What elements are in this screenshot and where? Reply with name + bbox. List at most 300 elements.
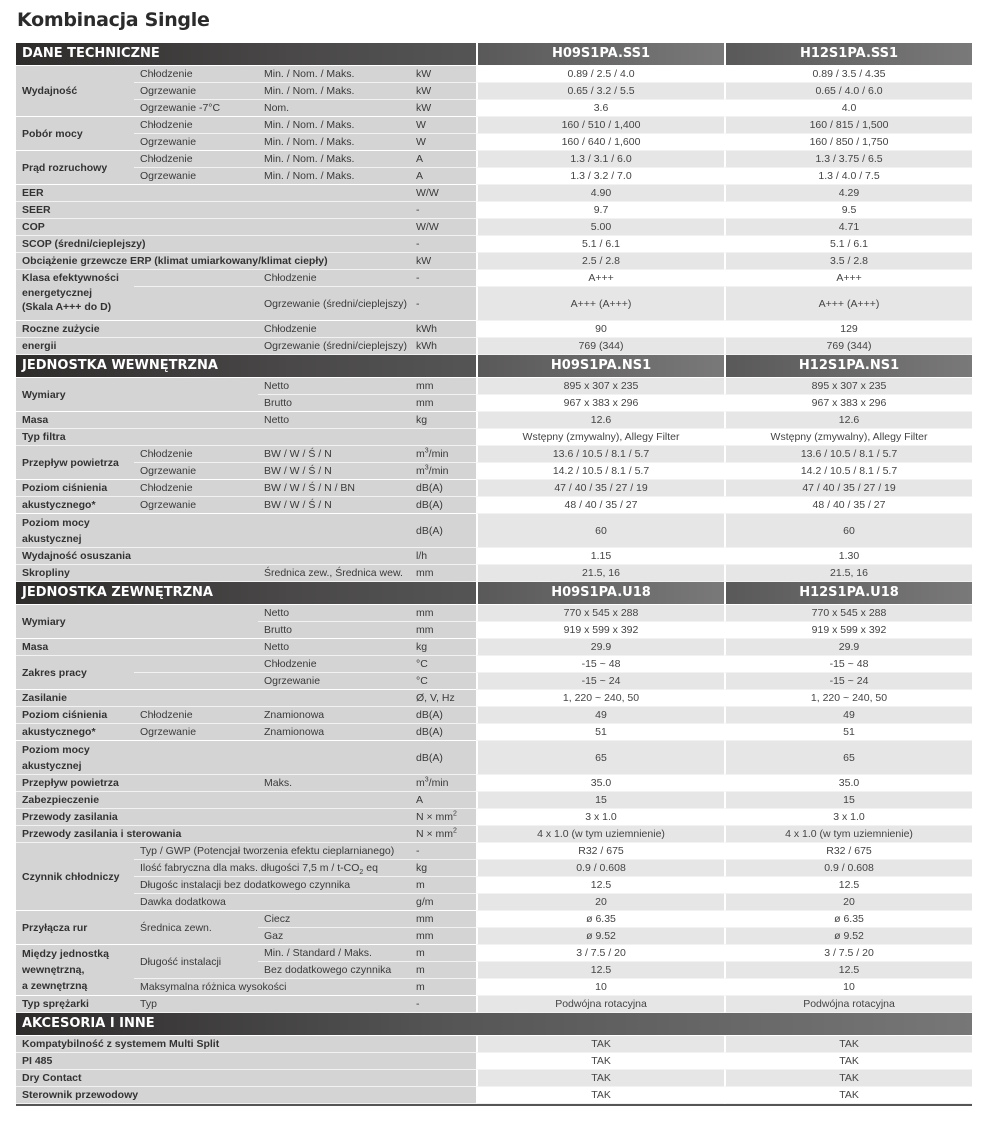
table-row [16, 673, 972, 690]
unit-part: 2 [453, 827, 457, 835]
unit: m [412, 979, 476, 996]
label-part: 2 [359, 869, 364, 877]
condition-label: Gaz [258, 928, 412, 945]
unit: °C [412, 656, 476, 673]
empty-cell [134, 270, 258, 287]
unit-part: N × mm [416, 811, 454, 823]
model-header: H09S1PA.NS1 [476, 355, 724, 378]
value-cell: 919 x 599 x 392 [724, 622, 972, 639]
model-header: H12S1PA.U18 [724, 582, 972, 605]
value-cell: 3 / 7.5 / 20 [724, 945, 972, 962]
empty-cell [134, 321, 258, 338]
value-cell: 0.9 / 0.608 [724, 860, 972, 877]
value-cell: 4.71 [724, 219, 972, 236]
value-cell: 20 [724, 894, 972, 911]
table-row [16, 1070, 972, 1087]
sub-label: Ogrzewanie [134, 168, 258, 185]
row-label: Zabezpieczenie [16, 792, 412, 809]
table-row [16, 497, 972, 514]
value-cell: 48 / 40 / 35 / 27 [476, 497, 724, 514]
value-cell: 769 (344) [476, 338, 724, 355]
condition-label: BW / W / Ś / N / BN [258, 480, 412, 497]
value-cell: 9.7 [476, 202, 724, 219]
condition-label: Długośc instalacji bez dodatkowego czynnika [134, 877, 412, 894]
unit-part: 3 [424, 447, 429, 455]
unit-part: 2 [453, 810, 457, 818]
value-cell: TAK [724, 1053, 972, 1070]
model-header: H12S1PA.NS1 [724, 355, 972, 378]
unit: °C [412, 673, 476, 690]
condition-label: Brutto [258, 395, 412, 412]
row-label: energii [16, 338, 134, 355]
value-cell: 21.5, 16 [476, 565, 724, 582]
row-label [16, 945, 134, 996]
unit: - [412, 270, 476, 287]
condition-label: Znamionowa [258, 707, 412, 724]
value-cell: 12.5 [476, 877, 724, 894]
unit: - [412, 202, 476, 219]
unit: kg [412, 639, 476, 656]
value-cell: 90 [476, 321, 724, 338]
table-row [16, 809, 972, 826]
unit: A [412, 168, 476, 185]
condition-label: Bez dodatkowego czynnika [258, 962, 412, 979]
bottom-rule [16, 1104, 972, 1106]
unit: mm [412, 565, 476, 582]
condition-label: Netto [258, 378, 412, 395]
value-cell: 4.29 [724, 185, 972, 202]
model-header: H09S1PA.SS1 [476, 43, 724, 66]
table-row [16, 979, 972, 996]
unit: kW [412, 83, 476, 100]
condition-label: Min. / Nom. / Maks. [258, 117, 412, 134]
value-cell: 0.89 / 3.5 / 4.35 [724, 66, 972, 83]
table-row [16, 429, 972, 446]
sub-label: Ogrzewanie [134, 83, 258, 100]
value-cell: 14.2 / 10.5 / 8.1 / 5.7 [724, 463, 972, 480]
condition-label: Ogrzewanie [258, 673, 412, 690]
label-part: eq [363, 862, 378, 874]
unit: m [412, 945, 476, 962]
unit-part: 3 [424, 464, 429, 472]
value-cell: ø 9.52 [724, 928, 972, 945]
condition-label: BW / W / Ś / N [258, 463, 412, 480]
condition-label: Min. / Nom. / Maks. [258, 83, 412, 100]
condition-label: Ogrzewanie (średni/cieplejszy) [258, 338, 412, 355]
sub-label: Ogrzewanie -7°C [134, 100, 258, 117]
unit: kW [412, 100, 476, 117]
row-label: Typ sprężarki [16, 996, 134, 1013]
row-label: akustycznego* [16, 724, 134, 741]
empty-cell [134, 338, 258, 355]
sub-label: Średnica zewn. [134, 911, 258, 945]
value-cell: 12.5 [724, 877, 972, 894]
unit: - [412, 843, 476, 860]
table-row [16, 446, 972, 463]
value-cell: 13.6 / 10.5 / 8.1 / 5.7 [724, 446, 972, 463]
row-label: Wymiary [16, 605, 258, 639]
table-row [16, 253, 972, 270]
table-row [16, 463, 972, 480]
value-cell: 60 [724, 514, 972, 548]
value-cell: -15 ~ 24 [476, 673, 724, 690]
condition-label: Min. / Nom. / Maks. [258, 151, 412, 168]
condition-label: Netto [258, 412, 412, 429]
value-cell: 12.5 [724, 962, 972, 979]
model-header: H12S1PA.SS1 [724, 43, 972, 66]
value-cell: 47 / 40 / 35 / 27 / 19 [476, 480, 724, 497]
value-cell: 4 x 1.0 (w tym uziemnienie) [476, 826, 724, 843]
value-cell: 160 / 850 / 1,750 [724, 134, 972, 151]
value-cell: 49 [724, 707, 972, 724]
table-row [16, 83, 972, 100]
table-row [16, 100, 972, 117]
value-cell: 1.15 [476, 548, 724, 565]
condition-label: Chłodzenie [258, 656, 412, 673]
row-label-line: akustycznej [22, 759, 82, 772]
value-cell: Podwójna rotacyjna [476, 996, 724, 1013]
section-header-wew [16, 355, 972, 378]
row-label: Czynnik chłodniczy [16, 843, 134, 911]
row-label-line: energetycznej [22, 286, 93, 299]
row-label-line: a zewnętrzną [22, 980, 88, 992]
table-row [16, 911, 972, 928]
condition-label: Maksymalna różnica wysokości [134, 979, 412, 996]
unit: dB(A) [412, 514, 476, 548]
unit: - [412, 236, 476, 253]
table-row [16, 945, 972, 962]
condition-label: Netto [258, 639, 412, 656]
row-label-line: wewnętrzną, [22, 964, 85, 976]
table-row [16, 877, 972, 894]
table-row [16, 1036, 972, 1053]
value-cell: 47 / 40 / 35 / 27 / 19 [724, 480, 972, 497]
page-title: Kombinacja Single [17, 9, 210, 31]
unit: mm [412, 928, 476, 945]
condition-label: Chłodzenie [258, 321, 412, 338]
value-cell: Podwójna rotacyjna [724, 996, 972, 1013]
row-label: Przyłącza rur [16, 911, 134, 945]
condition-label: Min. / Nom. / Maks. [258, 66, 412, 83]
sub-label: Ogrzewanie [134, 724, 258, 741]
table-row [16, 548, 972, 565]
condition-label: Znamionowa [258, 724, 412, 741]
unit: kWh [412, 321, 476, 338]
table-row [16, 826, 972, 843]
value-cell: TAK [724, 1070, 972, 1087]
unit: dB(A) [412, 480, 476, 497]
value-cell: ø 6.35 [476, 911, 724, 928]
condition-label: Min. / Nom. / Maks. [258, 134, 412, 151]
value-cell: 0.9 / 0.608 [476, 860, 724, 877]
unit: W [412, 117, 476, 134]
value-cell: 160 / 640 / 1,600 [476, 134, 724, 151]
value-cell: TAK [476, 1070, 724, 1087]
value-cell: 4 x 1.0 (w tym uziemnienie) [724, 826, 972, 843]
row-label: Masa [16, 639, 258, 656]
row-label: Skropliny [16, 565, 258, 582]
section-header-dane [16, 43, 972, 66]
value-cell: 0.65 / 4.0 / 6.0 [724, 83, 972, 100]
section-header-zew [16, 582, 972, 605]
value-cell: 770 x 545 x 288 [476, 605, 724, 622]
value-cell: ø 6.35 [724, 911, 972, 928]
row-label: SEER [16, 202, 412, 219]
value-cell: 895 x 307 x 235 [724, 378, 972, 395]
value-cell: 1, 220 ~ 240, 50 [476, 690, 724, 707]
value-cell: 1.30 [724, 548, 972, 565]
value-cell: TAK [476, 1053, 724, 1070]
value-cell: 35.0 [476, 775, 724, 792]
value-cell: 4.90 [476, 185, 724, 202]
table-row [16, 690, 972, 707]
value-cell: A+++ [724, 270, 972, 287]
unit [412, 446, 476, 463]
value-cell: 12.6 [476, 412, 724, 429]
table-row [16, 270, 972, 287]
unit: kW [412, 253, 476, 270]
row-label-line: (Skala A+++ do D) [22, 301, 112, 313]
condition-label: Ciecz [258, 911, 412, 928]
model-header: H09S1PA.U18 [476, 582, 724, 605]
value-cell: -15 ~ 24 [724, 673, 972, 690]
value-cell: 895 x 307 x 235 [476, 378, 724, 395]
unit: dB(A) [412, 707, 476, 724]
condition-label: Typ [134, 996, 412, 1013]
value-cell: 967 x 383 x 296 [724, 395, 972, 412]
empty-cell [134, 287, 258, 321]
table-row [16, 724, 972, 741]
value-cell: 129 [724, 321, 972, 338]
unit-part: m [416, 465, 425, 477]
table-row [16, 1053, 972, 1070]
row-label: Pobór mocy [16, 117, 134, 151]
table-row [16, 1087, 972, 1104]
value-cell: 35.0 [724, 775, 972, 792]
unit [412, 775, 476, 792]
row-label [16, 514, 412, 548]
unit: - [412, 996, 476, 1013]
value-cell: 14.2 / 10.5 / 8.1 / 5.7 [476, 463, 724, 480]
sub-label: Chłodzenie [134, 707, 258, 724]
row-label-line: Klasa efektywności [22, 272, 119, 284]
table-row [16, 185, 972, 202]
row-label-line: Poziom mocy [22, 516, 90, 529]
row-label [16, 741, 412, 775]
label-part: Ilość fabryczna dla maks. długości 7,5 m / t-CO [140, 862, 360, 874]
value-cell: 15 [724, 792, 972, 809]
value-cell: 65 [724, 741, 972, 775]
unit: kg [412, 860, 476, 877]
value-cell: 1.3 / 3.1 / 6.0 [476, 151, 724, 168]
sub-label: Chłodzenie [134, 480, 258, 497]
value-cell: 51 [724, 724, 972, 741]
table-row [16, 134, 972, 151]
table-row [16, 996, 972, 1013]
unit: A [412, 792, 476, 809]
empty-cell [134, 656, 258, 673]
unit: l/h [412, 548, 476, 565]
row-label: SCOP (średni/cieplejszy) [16, 236, 412, 253]
condition-label: BW / W / Ś / N [258, 446, 412, 463]
value-cell: TAK [476, 1036, 724, 1053]
table-row [16, 480, 972, 497]
table-row [16, 219, 972, 236]
value-cell: Wstępny (zmywalny), Allegy Filter [476, 429, 724, 446]
condition-label: Maks. [258, 775, 412, 792]
row-label-line: Poziom mocy [22, 743, 90, 756]
table-row [16, 894, 972, 911]
value-cell: 51 [476, 724, 724, 741]
value-cell: 5.1 / 6.1 [476, 236, 724, 253]
value-cell: 10 [476, 979, 724, 996]
row-label: PI 485 [16, 1053, 476, 1070]
row-label: Masa [16, 412, 258, 429]
row-label-line: akustycznej [22, 532, 82, 545]
spec-table [16, 43, 972, 1104]
unit-part: m [416, 777, 425, 789]
condition-label: Netto [258, 605, 412, 622]
unit-part: 3 [424, 776, 429, 784]
unit: - [412, 287, 476, 321]
table-row [16, 117, 972, 134]
condition-label: BW / W / Ś / N [258, 497, 412, 514]
value-cell: 769 (344) [724, 338, 972, 355]
value-cell: 160 / 510 / 1,400 [476, 117, 724, 134]
value-cell: 21.5, 16 [724, 565, 972, 582]
unit: mm [412, 622, 476, 639]
value-cell: TAK [724, 1036, 972, 1053]
unit: Ø, V, Hz [412, 690, 476, 707]
value-cell: -15 ~ 48 [476, 656, 724, 673]
section-title: JEDNOSTKA ZEWNĘTRZNA [16, 582, 476, 605]
value-cell: 919 x 599 x 392 [476, 622, 724, 639]
row-label: Wydajność [16, 66, 134, 117]
value-cell: 3 / 7.5 / 20 [476, 945, 724, 962]
value-cell: 48 / 40 / 35 / 27 [724, 497, 972, 514]
value-cell: TAK [476, 1087, 724, 1104]
unit-part: m [416, 448, 425, 460]
unit: W/W [412, 185, 476, 202]
unit: W/W [412, 219, 476, 236]
table-row [16, 514, 972, 548]
table-row [16, 321, 972, 338]
unit: g/m [412, 894, 476, 911]
row-label [16, 270, 134, 321]
condition-label [134, 860, 412, 877]
value-cell: 0.65 / 3.2 / 5.5 [476, 83, 724, 100]
table-row [16, 775, 972, 792]
sub-label: Ogrzewanie [134, 134, 258, 151]
table-row [16, 860, 972, 877]
row-label: akustycznego* [16, 497, 134, 514]
value-cell: 1.3 / 4.0 / 7.5 [724, 168, 972, 185]
unit: A [412, 151, 476, 168]
row-label: Przewody zasilania i sterowania [16, 826, 412, 843]
condition-label: Ogrzewanie (średni/cieplejszy) [258, 287, 412, 321]
row-label-line: Między jednostką [22, 948, 109, 960]
value-cell: 967 x 383 x 296 [476, 395, 724, 412]
condition-label: Dawka dodatkowa [134, 894, 412, 911]
sub-label: Ogrzewanie [134, 463, 258, 480]
unit: m [412, 962, 476, 979]
unit: W [412, 134, 476, 151]
table-row [16, 656, 972, 673]
value-cell: R32 / 675 [724, 843, 972, 860]
value-cell: TAK [724, 1087, 972, 1104]
row-label: Przewody zasilania [16, 809, 412, 826]
sub-label: Chłodzenie [134, 66, 258, 83]
value-cell: 12.5 [476, 962, 724, 979]
sub-label: Chłodzenie [134, 446, 258, 463]
table-row [16, 741, 972, 775]
condition-label: Nom. [258, 100, 412, 117]
row-label: Wymiary [16, 378, 258, 412]
value-cell: 10 [724, 979, 972, 996]
unit: dB(A) [412, 724, 476, 741]
table-row [16, 287, 972, 321]
value-cell: 3 x 1.0 [476, 809, 724, 826]
value-cell: 770 x 545 x 288 [724, 605, 972, 622]
section-title: DANE TECHNICZNE [16, 43, 476, 66]
value-cell: 160 / 815 / 1,500 [724, 117, 972, 134]
value-cell: 5.00 [476, 219, 724, 236]
sub-label: Chłodzenie [134, 151, 258, 168]
row-label: Przepływ powietrza [16, 775, 258, 792]
value-cell: 0.89 / 2.5 / 4.0 [476, 66, 724, 83]
unit-part: /min [428, 465, 449, 477]
row-label: Dry Contact [16, 1070, 476, 1087]
condition-label: Typ / GWP (Potencjał tworzenia efektu cieplarnianego) [134, 843, 412, 860]
value-cell: 60 [476, 514, 724, 548]
value-cell: 3.5 / 2.8 [724, 253, 972, 270]
unit-part: /min [428, 777, 449, 789]
table-row [16, 151, 972, 168]
value-cell: 1, 220 ~ 240, 50 [724, 690, 972, 707]
value-cell: A+++ (A+++) [724, 287, 972, 321]
row-label: Obciążenie grzewcze ERP (klimat umiarkowany/klimat ciepły) [16, 253, 412, 270]
row-label: Prąd rozruchowy [16, 151, 134, 185]
unit: kW [412, 66, 476, 83]
section-header-akc [16, 1013, 972, 1036]
unit: mm [412, 605, 476, 622]
table-row [16, 792, 972, 809]
table-row [16, 605, 972, 622]
row-label: EER [16, 185, 412, 202]
row-label: Typ filtra [16, 429, 476, 446]
row-label: Roczne zużycie [16, 321, 134, 338]
row-label: Poziom ciśnienia [16, 480, 134, 497]
table-row [16, 639, 972, 656]
row-label: Poziom ciśnienia [16, 707, 134, 724]
value-cell: R32 / 675 [476, 843, 724, 860]
row-label: Wydajność osuszania [16, 548, 412, 565]
sub-label: Długość instalacji [134, 945, 258, 979]
row-label: Zasilanie [16, 690, 412, 707]
unit: kg [412, 412, 476, 429]
row-label: COP [16, 219, 412, 236]
value-cell: 49 [476, 707, 724, 724]
empty-cell [134, 673, 258, 690]
section-title: AKCESORIA I INNE [16, 1013, 972, 1036]
table-row [16, 412, 972, 429]
unit: mm [412, 911, 476, 928]
value-cell: A+++ [476, 270, 724, 287]
unit: dB(A) [412, 497, 476, 514]
value-cell: 5.1 / 6.1 [724, 236, 972, 253]
value-cell: 13.6 / 10.5 / 8.1 / 5.7 [476, 446, 724, 463]
unit: mm [412, 395, 476, 412]
